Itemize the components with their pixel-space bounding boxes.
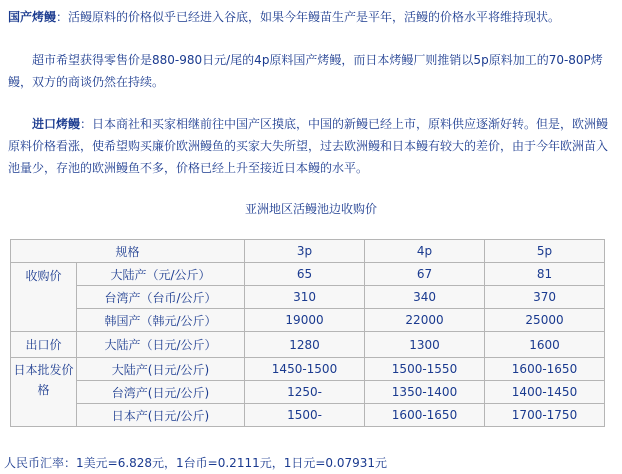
- cell: 1500-: [245, 404, 365, 427]
- row-label: 台湾产（台币/公斤）: [77, 286, 245, 309]
- header-col-3p: 3p: [245, 240, 365, 263]
- header-col-5p: 5p: [485, 240, 605, 263]
- table-header-row: [11, 240, 605, 263]
- cell: 1350-1400: [365, 381, 485, 404]
- cell: 1700-1750: [485, 404, 605, 427]
- row-label: 台湾产(日元/公斤): [77, 381, 245, 404]
- table-row: [11, 404, 605, 427]
- cell: 22000: [365, 309, 485, 332]
- exchange-rate-note: 人民币汇率：1美元=6.828元，1台币=0.2111元，1日元=0.07931元: [4, 456, 388, 470]
- paragraph-domestic-text: ：活鳗原料的价格似乎已经进入谷底，如果今年鳗苗生产是平年，活鳗的价格水平将维持现状。: [56, 10, 561, 24]
- price-table: [10, 239, 605, 427]
- paragraph-import: [8, 113, 616, 179]
- cell: 1600-1650: [365, 404, 485, 427]
- cell: 310: [245, 286, 365, 309]
- cell: 1300: [365, 332, 485, 358]
- paragraph-domestic: [8, 6, 616, 28]
- header-col-4p: 4p: [365, 240, 485, 263]
- cell: 1600-1650: [485, 358, 605, 381]
- cell: 1250-: [245, 381, 365, 404]
- cell: 65: [245, 263, 365, 286]
- table-row: [11, 263, 605, 286]
- cell: 340: [365, 286, 485, 309]
- paragraph-supermarket-text: 超市希望获得零售价是880-980日元/尾的4p原料国产烤鳗，而日本烤鳗厂则推销以5p原料加工的70-80P烤鳗，双方的商谈仍然在持续。: [8, 53, 603, 89]
- table-title: 亚洲地区活鳗池边收购价: [244, 202, 377, 216]
- paragraph-domestic-label: 国产烤鳗: [8, 10, 57, 24]
- row-label: 大陆产（日元/公斤）: [77, 332, 245, 358]
- table-row: [11, 309, 605, 332]
- paragraph-supermarket: [8, 49, 616, 93]
- paragraph-import-text: ：日本商社和买家相继前往中国产区摸底，中国的新鳗已经上市，原料供应逐渐好转。但是，欧洲鳗原料价格看涨，使希望购买廉价欧洲鳗鱼的买家大失所望，过去欧洲鳗和日本鳗有较大的差价，由于今年欧洲苗入池量少，存池的欧洲鳗鱼不多，价格已经上升至接近日本鳗的水平。: [8, 117, 609, 175]
- cell: 25000: [485, 309, 605, 332]
- category-export: 出口价: [11, 332, 77, 358]
- cell: 1280: [245, 332, 365, 358]
- table-row: [11, 286, 605, 309]
- cell: 67: [365, 263, 485, 286]
- row-label: 大陆产（元/公斤）: [77, 263, 245, 286]
- cell: 1450-1500: [245, 358, 365, 381]
- table-row: [11, 381, 605, 404]
- table-row: [11, 332, 605, 358]
- category-purchase: 收购价: [11, 263, 77, 332]
- cell: 1400-1450: [485, 381, 605, 404]
- row-label: 大陆产(日元/公斤): [77, 358, 245, 381]
- row-label: 韩国产（韩元/公斤）: [77, 309, 245, 332]
- header-spec: 规格: [11, 240, 245, 263]
- cell: 370: [485, 286, 605, 309]
- cell: 1600: [485, 332, 605, 358]
- cell: 1500-1550: [365, 358, 485, 381]
- cell: 81: [485, 263, 605, 286]
- table-row: [11, 358, 605, 381]
- cell: 19000: [245, 309, 365, 332]
- row-label: 日本产(日元/公斤): [77, 404, 245, 427]
- paragraph-import-label: 进口烤鳗: [32, 117, 81, 131]
- category-japan-wholesale: 日本批发价格: [11, 358, 77, 427]
